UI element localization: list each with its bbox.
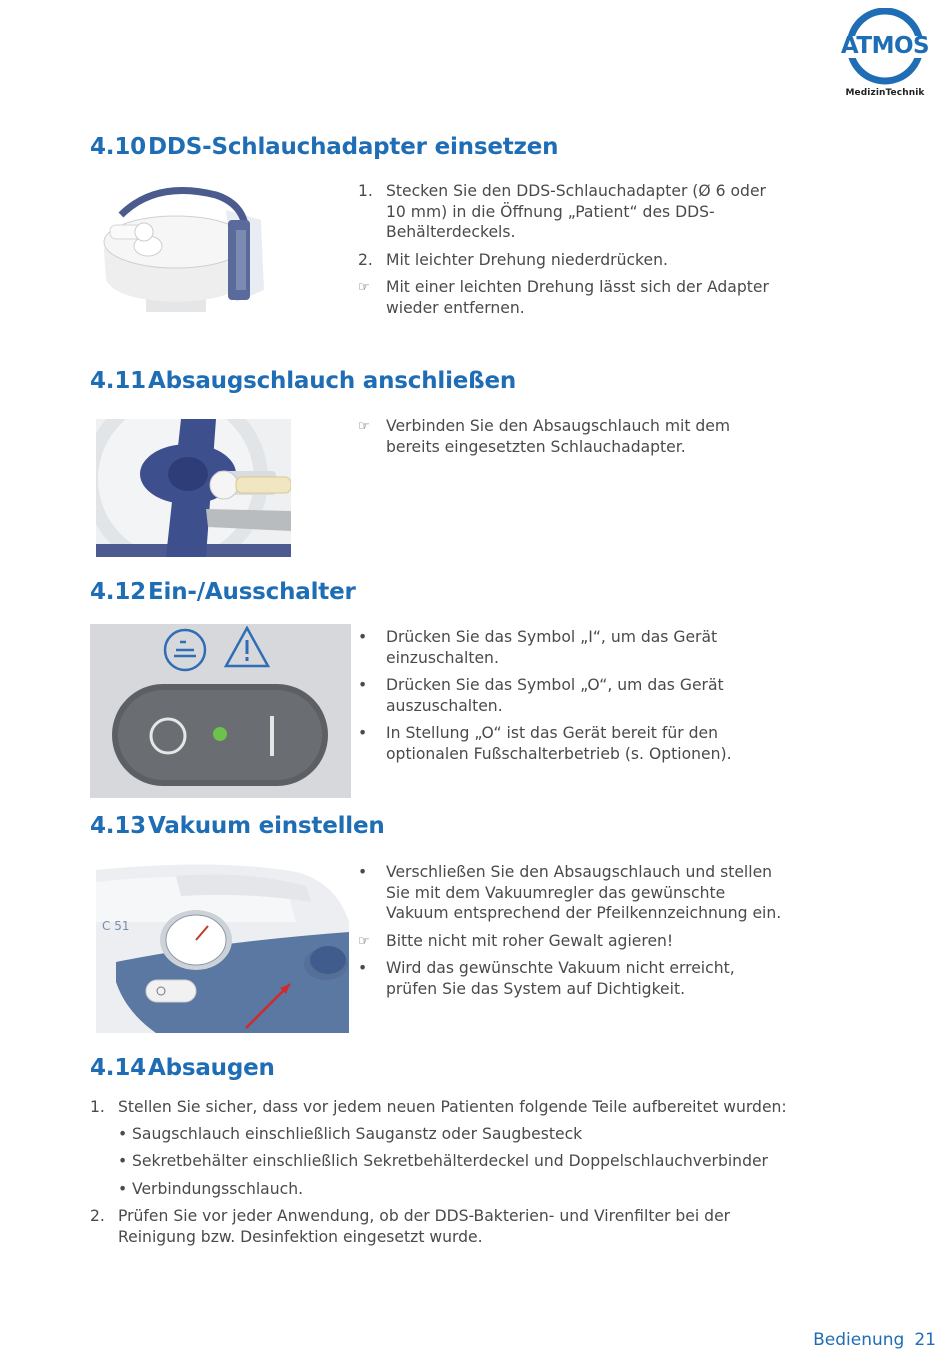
- section-number: 4.11: [90, 368, 146, 394]
- footer-chapter: Bedienung: [813, 1330, 905, 1350]
- list-item-text: Drücken Sie das Symbol „I“, um das Gerät einzuschalten.: [386, 628, 718, 667]
- bullet-icon: •: [118, 1152, 128, 1170]
- sub-list-item: [118, 1179, 810, 1200]
- list-item: [358, 723, 788, 764]
- section-title: Vakuum einstellen: [148, 813, 385, 839]
- sub-list-item: [118, 1151, 810, 1172]
- bullet-icon: •: [358, 676, 368, 694]
- list-item: [358, 675, 788, 716]
- list-marker: 1.: [358, 182, 373, 200]
- bullet-icon: •: [118, 1179, 128, 1198]
- section-title: Ein-/Ausschalter: [148, 579, 356, 605]
- list-item-text: Mit leichter Drehung niederdrücken.: [386, 250, 668, 269]
- section-number: 4.13: [90, 813, 146, 839]
- sub-list-item-text: Verbindungsschlauch.: [132, 1179, 304, 1198]
- steps-4-10: [358, 181, 788, 325]
- bullet-icon: •: [358, 724, 368, 742]
- hose-adapter-image: [96, 180, 268, 322]
- list-marker: 1.: [90, 1098, 105, 1116]
- list-item: [358, 416, 788, 457]
- suction-hose-image: [96, 419, 291, 557]
- logo-wordmark: ATMOS: [840, 33, 930, 59]
- vacuum-regulator-image: [96, 862, 349, 1033]
- svg-text:C 51: C 51: [102, 919, 130, 933]
- section-heading-4-11: [90, 368, 516, 394]
- steps-4-14: [90, 1097, 810, 1254]
- hand-pointer-icon: ☞: [358, 933, 370, 949]
- section-number: 4.12: [90, 579, 146, 605]
- list-item-text: Drücken Sie das Symbol „O“, um das Gerät auszuschalten.: [386, 676, 724, 715]
- logo-tagline: MedizinTechnik: [845, 88, 925, 98]
- section-heading-4-13: [90, 813, 385, 839]
- section-title: Absaugen: [148, 1055, 275, 1081]
- list-marker: 2.: [90, 1207, 105, 1225]
- section-heading-4-14: [90, 1055, 275, 1081]
- section-heading-4-12: [90, 579, 356, 605]
- bullet-icon: •: [358, 628, 368, 646]
- list-item-text: Bitte nicht mit roher Gewalt agieren!: [386, 931, 674, 950]
- list-item-text: Prüfen Sie vor jeder Anwendung, ob der DDS-Bakterien- und Virenfilter bei der Reinigung bzw. Desinfektion eingesetzt wurde.: [118, 1207, 731, 1246]
- list-item-text: Stellen Sie sicher, dass vor jedem neuen Patienten folgende Teile aufbereitet wurden:: [118, 1098, 787, 1116]
- steps-4-13: [358, 862, 790, 1006]
- list-item: [358, 181, 788, 243]
- section-number: 4.10: [90, 134, 146, 160]
- hand-pointer-icon: ☞: [358, 419, 370, 434]
- list-item: [358, 862, 790, 924]
- sub-list-item-text: Sekretbehälter einschließlich Sekretbehälterdeckel und Doppelschlauchverbinder: [132, 1152, 768, 1170]
- list-item-text: Verbinden Sie den Absaugschlauch mit dem bereits eingesetzten Schlauchadapter.: [386, 417, 731, 456]
- list-item: [90, 1206, 810, 1247]
- list-item-text: Stecken Sie den DDS-Schlauchadapter (Ø 6 oder 10 mm) in die Öffnung „Patient“ des DDS-Behälterdeckels.: [386, 182, 766, 241]
- list-item: [358, 958, 790, 999]
- list-item: [358, 627, 788, 668]
- page-footer: [813, 1330, 936, 1350]
- list-marker: 2.: [358, 250, 373, 269]
- bullet-icon: •: [358, 959, 368, 977]
- list-item: [358, 931, 790, 952]
- bullet-icon: •: [118, 1124, 128, 1143]
- atmos-logo: [838, 8, 934, 98]
- power-switch-image: [90, 624, 351, 798]
- steps-4-11: [358, 416, 788, 464]
- section-heading-4-10: [90, 134, 558, 160]
- sub-list-item-text: Saugschlauch einschließlich Sauganstz oder Saugbesteck: [132, 1124, 583, 1143]
- list-item: [358, 277, 788, 318]
- list-item-text: In Stellung „O“ ist das Gerät bereit für den optionalen Fußschalterbetrieb (s. Optionen).: [386, 724, 732, 763]
- section-title: DDS-Schlauchadapter einsetzen: [148, 134, 559, 160]
- list-item: [90, 1097, 810, 1199]
- list-item-text: Wird das gewünschte Vakuum nicht erreicht, prüfen Sie das System auf Dichtigkeit.: [386, 959, 735, 998]
- sub-list-item: [118, 1124, 810, 1145]
- sub-list: [118, 1124, 810, 1200]
- list-item: [358, 250, 788, 271]
- hand-pointer-icon: ☞: [358, 280, 370, 295]
- steps-4-12: [358, 627, 788, 771]
- list-item-text: Mit einer leichten Drehung lässt sich der Adapter wieder entfernen.: [386, 278, 769, 317]
- bullet-icon: •: [358, 863, 368, 881]
- section-title: Absaugschlauch anschließen: [148, 368, 517, 394]
- section-number: 4.14: [90, 1055, 146, 1081]
- page-number: 21: [914, 1330, 936, 1350]
- list-item-text: Verschließen Sie den Absaugschlauch und stellen Sie mit dem Vakuumregler das gewünschte Vakuum entsprechend der Pfeilkennzeichnung ein.: [386, 863, 782, 922]
